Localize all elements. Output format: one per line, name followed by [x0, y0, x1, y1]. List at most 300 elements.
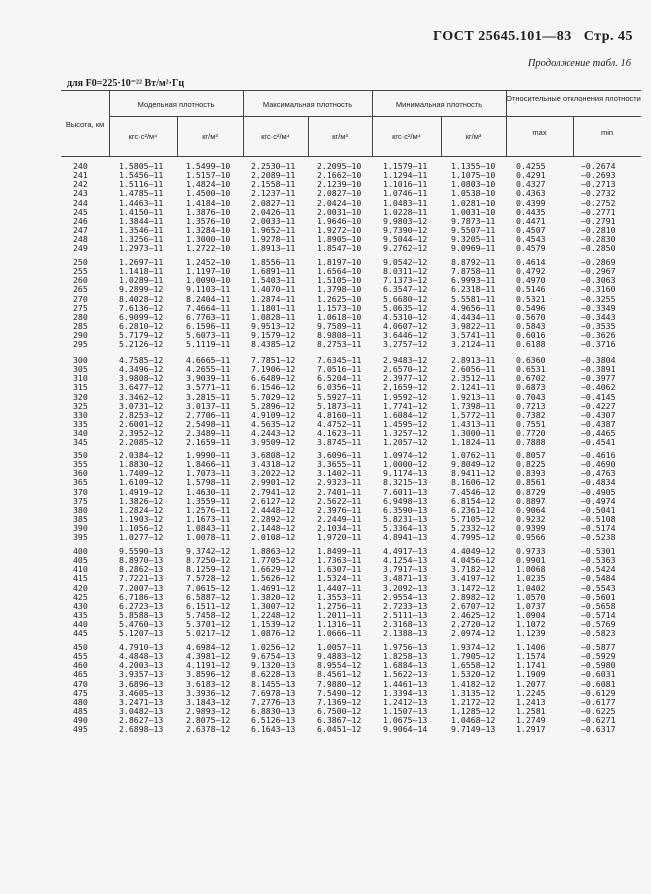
value-cell: 0.5670: [516, 311, 546, 322]
value-cell: 0.9232: [516, 513, 546, 524]
value-cell: 1.8905—10: [317, 234, 362, 245]
value-cell: 0.4363: [516, 188, 546, 199]
value-cell: 4.9109—12: [251, 409, 296, 420]
value-cell: 2.7941—12: [251, 486, 296, 497]
value-cell: 5.0635—12: [383, 302, 428, 313]
value-cell: 1.7409—12: [119, 468, 164, 479]
value-cell: 1.0538—10: [451, 188, 496, 199]
value-cell: 9.5590—13: [119, 546, 164, 556]
value-cell: 1.0666—11: [317, 628, 362, 639]
value-cell: 3.6808—12: [251, 450, 296, 460]
value-cell: —0.5238: [581, 532, 616, 543]
value-cell: 0.8057: [516, 450, 546, 460]
altitude-cell: 241: [73, 170, 88, 181]
value-cell: 1.3000—11: [451, 428, 496, 439]
value-cell: 8.7250—12: [186, 555, 231, 566]
altitude-cell: 405: [73, 555, 88, 566]
value-cell: —0.5424: [581, 564, 616, 575]
value-cell: 9.1320—13: [251, 660, 296, 671]
altitude-cell: 370: [73, 486, 88, 497]
value-cell: 2.9901—12: [251, 477, 296, 488]
value-cell: 8.4561—12: [317, 669, 362, 680]
value-cell: —0.3535: [581, 320, 616, 331]
value-cell: 5.2126—12: [119, 339, 164, 350]
value-cell: 4.9656—11: [451, 302, 496, 313]
value-cell: 3.4318—12: [251, 459, 296, 470]
value-cell: 2.8075—12: [186, 715, 231, 726]
value-cell: 0.8729: [516, 486, 546, 497]
value-cell: —0.3160: [581, 284, 616, 295]
value-cell: 1.4595—12: [383, 418, 428, 429]
value-cell: 8.6228—13: [251, 669, 296, 680]
value-cell: 9.9803—12: [383, 215, 428, 226]
value-cell: 3.2815—11: [186, 391, 231, 402]
value-cell: 0.9901: [516, 555, 546, 566]
table-condition: для F0=225·10⁻²² Вт/м²·Гц: [67, 78, 185, 89]
value-cell: 1.8556—11: [251, 257, 296, 267]
table-row: [61, 244, 641, 253]
value-cell: 1.0746—11: [383, 188, 428, 199]
value-cell: 2.8253—12: [119, 409, 164, 420]
value-cell: 9.0969—11: [451, 243, 496, 254]
value-cell: 5.6073—11: [186, 330, 231, 341]
value-cell: —0.2791: [581, 215, 616, 226]
value-cell: 2.1659—11: [186, 437, 231, 448]
value-cell: 4.2443—12: [251, 428, 296, 439]
value-cell: 5.2896—12: [251, 400, 296, 411]
value-cell: 2.0031—10: [317, 206, 362, 217]
value-cell: 2.2449—11: [317, 513, 362, 524]
value-cell: 7.6978—13: [251, 687, 296, 698]
page-number: Стр. 45: [583, 29, 633, 44]
value-cell: 9.5044—12: [383, 234, 428, 245]
value-cell: 1.6891—11: [251, 266, 296, 277]
altitude-cell: 490: [73, 715, 88, 726]
value-cell: 2.0033—11: [251, 215, 296, 226]
value-cell: 1.5157—10: [186, 170, 231, 181]
altitude-cell: 305: [73, 364, 88, 375]
value-cell: 6.2723—13: [119, 600, 164, 611]
value-cell: 9.2899—12: [119, 284, 164, 295]
value-cell: 1.4919—12: [119, 486, 164, 497]
altitude-cell: 495: [73, 724, 88, 735]
value-cell: 5.5581—11: [451, 293, 496, 304]
value-cell: —0.5980: [581, 660, 616, 671]
value-cell: 1.8258—13: [383, 651, 428, 662]
value-cell: 2.0424—10: [317, 197, 362, 208]
value-cell: 3.4871—13: [383, 573, 428, 584]
value-cell: 0.5496: [516, 302, 546, 313]
value-cell: 2.6056—11: [451, 364, 496, 375]
value-cell: 1.1418—11: [119, 266, 164, 277]
value-cell: 1.1075—10: [451, 170, 496, 181]
value-cell: —0.6317: [581, 724, 616, 735]
value-cell: 1.1016—11: [383, 179, 428, 190]
value-cell: 0.4579: [516, 243, 546, 254]
value-cell: 3.9822—11: [451, 320, 496, 331]
value-cell: —0.4834: [581, 477, 616, 488]
value-cell: 5.6680—12: [383, 293, 428, 304]
value-cell: 2.6001—12: [119, 418, 164, 429]
altitude-cell: 340: [73, 428, 88, 439]
value-cell: 1.1406: [516, 642, 546, 652]
value-cell: 1.0057—11: [317, 642, 362, 652]
value-cell: 3.4605—13: [119, 687, 164, 698]
value-cell: 1.2874—11: [251, 293, 296, 304]
value-cell: 1.7398—11: [451, 400, 496, 411]
altitude-cell: 450: [73, 642, 88, 652]
value-cell: —0.2850: [581, 243, 616, 254]
value-cell: —0.5601: [581, 591, 616, 602]
altitude-cell: 445: [73, 628, 88, 639]
value-cell: —0.6129: [581, 687, 616, 698]
altitude-cell: 390: [73, 523, 88, 534]
altitude-cell: 245: [73, 206, 88, 217]
value-cell: 1.9720—11: [317, 532, 362, 543]
row-group: [61, 162, 641, 253]
value-cell: —0.3255: [581, 293, 616, 304]
value-cell: 2.3977—12: [383, 373, 428, 384]
altitude-cell: 249: [73, 243, 88, 254]
value-cell: 1.2011—11: [317, 609, 362, 620]
value-cell: 1.2917: [516, 724, 546, 735]
altitude-cell: 275: [73, 302, 88, 313]
altitude-cell: 385: [73, 513, 88, 524]
value-cell: —0.5174: [581, 523, 616, 534]
value-cell: 1.7741—12: [383, 400, 428, 411]
value-cell: 1.4184—10: [186, 197, 231, 208]
value-cell: 1.3135—12: [451, 687, 496, 698]
value-cell: 6.1511—12: [186, 600, 231, 611]
unit-kg-model: кг/м³: [202, 132, 218, 141]
table-header: [61, 90, 641, 157]
value-cell: 3.7917—13: [383, 564, 428, 575]
relative-deviation-header: Относительные отклонения плотности: [506, 94, 641, 103]
value-cell: 1.3394—13: [383, 687, 428, 698]
value-cell: 0.4399: [516, 197, 546, 208]
value-cell: 4.8941—13: [383, 532, 428, 543]
value-cell: 1.1539—12: [251, 619, 296, 630]
value-cell: 1.5324—11: [317, 573, 362, 584]
value-cell: 9.7149—13: [451, 724, 496, 735]
value-cell: 0.8561: [516, 477, 546, 488]
value-cell: 8.8970—13: [119, 555, 164, 566]
value-cell: 0.4507: [516, 224, 546, 235]
value-cell: 1.0974—12: [383, 450, 428, 460]
value-cell: 2.4625—12: [451, 609, 496, 620]
value-cell: 1.2248—12: [251, 609, 296, 620]
value-cell: 0.6188: [516, 339, 546, 350]
altitude-cell: 330: [73, 409, 88, 420]
altitude-cell: 320: [73, 391, 88, 402]
value-cell: 3.9509—12: [251, 437, 296, 448]
value-cell: 3.0482—13: [119, 705, 164, 716]
value-cell: 0.8225: [516, 459, 546, 470]
value-cell: —0.4307: [581, 409, 616, 420]
value-cell: 7.7221—13: [119, 573, 164, 584]
value-cell: —0.6031: [581, 669, 616, 680]
value-cell: 9.2762—12: [383, 243, 428, 254]
altitude-cell: 265: [73, 284, 88, 295]
value-cell: 6.5204—11: [317, 373, 362, 384]
altitude-cell: 255: [73, 266, 88, 277]
value-cell: 0.4291: [516, 170, 546, 181]
value-cell: 0.4255: [516, 161, 546, 171]
min-density-header: Минимальная плотность: [395, 100, 483, 109]
value-cell: 2.3168—13: [383, 619, 428, 630]
altitude-cell: 425: [73, 591, 88, 602]
value-cell: 1.4070—11: [251, 284, 296, 295]
value-cell: 1.0762—11: [451, 450, 496, 460]
value-cell: 7.5728—12: [186, 573, 231, 584]
altitude-cell: 250: [73, 257, 88, 267]
value-cell: 3.3936—12: [186, 687, 231, 698]
value-cell: 9.4883—12: [317, 651, 362, 662]
value-cell: 2.9893—12: [186, 705, 231, 716]
value-cell: 3.3655—11: [317, 459, 362, 470]
value-cell: —0.3443: [581, 311, 616, 322]
value-cell: 1.9756—13: [383, 642, 428, 652]
value-cell: 1.2245: [516, 687, 546, 698]
value-cell: 1.3876—10: [186, 206, 231, 217]
value-cell: 1.1573—10: [317, 302, 362, 313]
value-cell: 2.9323—11: [317, 477, 362, 488]
altitude-cell: 375: [73, 495, 88, 506]
value-cell: 1.0090—10: [186, 275, 231, 286]
value-cell: 1.1355—10: [451, 161, 496, 171]
value-cell: 1.5105—10: [317, 275, 362, 286]
value-cell: 2.0384—12: [119, 450, 164, 460]
altitude-cell: 355: [73, 459, 88, 470]
value-cell: 2.1558—11: [251, 179, 296, 190]
value-cell: 1.1056—12: [119, 523, 164, 534]
value-cell: 8.2404—11: [186, 293, 231, 304]
value-cell: 6.7763—11: [186, 311, 231, 322]
value-cell: 1.7363—11: [317, 555, 362, 566]
value-cell: 1.9278—11: [251, 234, 296, 245]
value-cell: 7.6011—13: [383, 486, 428, 497]
value-cell: —0.4690: [581, 459, 616, 470]
value-cell: 1.1673—11: [186, 513, 231, 524]
value-cell: 1.9272—10: [317, 224, 362, 235]
value-cell: 3.5741—11: [451, 330, 496, 341]
value-cell: 9.9064—14: [383, 724, 428, 735]
value-cell: 1.4785—11: [119, 188, 164, 199]
value-cell: 2.1239—10: [317, 179, 362, 190]
altitude-cell: 248: [73, 234, 88, 245]
value-cell: 2.9483—12: [383, 355, 428, 365]
unit-kgs-max: кгс·с²/м⁴: [261, 132, 290, 141]
value-cell: —0.2752: [581, 197, 616, 208]
altitude-cell: 325: [73, 400, 88, 411]
value-cell: 2.2089—11: [251, 170, 296, 181]
value-cell: 1.1239: [516, 628, 546, 639]
value-cell: 6.1596—11: [186, 320, 231, 331]
value-cell: 1.5626—12: [251, 573, 296, 584]
value-cell: 3.2124—11: [451, 339, 496, 350]
value-cell: 1.0828—11: [251, 311, 296, 322]
altitude-cell: 410: [73, 564, 88, 575]
value-cell: 1.2581: [516, 705, 546, 716]
value-cell: 1.3256—11: [119, 234, 164, 245]
value-cell: 1.0876—12: [251, 628, 296, 639]
table-row: [61, 725, 641, 734]
value-cell: —0.6271: [581, 715, 616, 726]
value-cell: 2.1662—10: [317, 170, 362, 181]
value-cell: 0.4435: [516, 206, 546, 217]
row-group: [61, 356, 641, 447]
value-cell: 3.6183—12: [186, 678, 231, 689]
value-cell: 3.9808—12: [119, 373, 164, 384]
value-cell: 4.4917—13: [383, 546, 428, 556]
value-cell: 2.3512—11: [451, 373, 496, 384]
value-cell: —0.2810: [581, 224, 616, 235]
value-cell: 2.5622—11: [317, 495, 362, 506]
value-cell: 2.0827—11: [251, 197, 296, 208]
value-cell: 1.4313—11: [451, 418, 496, 429]
value-cell: 0.9566: [516, 532, 546, 543]
value-cell: 1.6307—11: [317, 564, 362, 575]
value-cell: 8.4028—12: [119, 293, 164, 304]
value-cell: 4.1254—13: [383, 555, 428, 566]
value-cell: 6.0356—11: [317, 382, 362, 393]
value-cell: 9.1103—11: [186, 284, 231, 295]
value-cell: 3.2471—13: [119, 696, 164, 707]
value-cell: 0.4614: [516, 257, 546, 267]
value-cell: 4.7910—13: [119, 642, 164, 652]
value-cell: 0.8393: [516, 468, 546, 479]
value-cell: 0.7043: [516, 391, 546, 402]
value-cell: 3.7182—12: [451, 564, 496, 575]
value-cell: 1.1824—11: [451, 437, 496, 448]
value-cell: 7.2007—13: [119, 582, 164, 593]
value-cell: 1.3546—11: [119, 224, 164, 235]
value-cell: 4.0456—12: [451, 555, 496, 566]
value-cell: —0.3977: [581, 373, 616, 384]
value-cell: 3.2757—12: [383, 339, 428, 350]
altitude-cell: 260: [73, 275, 88, 286]
value-cell: —0.5823: [581, 628, 616, 639]
value-cell: 2.6127—12: [251, 495, 296, 506]
value-cell: 7.7851—12: [251, 355, 296, 365]
altitude-cell: 485: [73, 705, 88, 716]
value-cell: 7.9880—12: [317, 678, 362, 689]
value-cell: —0.4974: [581, 495, 616, 506]
value-cell: 8.1606—12: [451, 477, 496, 488]
value-cell: 1.5320—12: [451, 669, 496, 680]
value-cell: 7.5490—12: [317, 687, 362, 698]
value-cell: 0.9399: [516, 523, 546, 534]
altitude-cell: 435: [73, 609, 88, 620]
value-cell: 3.3462—12: [119, 391, 164, 402]
value-cell: 0.5321: [516, 293, 546, 304]
value-cell: —0.3063: [581, 275, 616, 286]
value-cell: 1.8830—12: [119, 459, 164, 470]
value-cell: 2.7401—11: [317, 486, 362, 497]
value-cell: 7.4546—12: [451, 486, 496, 497]
value-cell: 2.1241—11: [451, 382, 496, 393]
value-cell: 6.0451—12: [317, 724, 362, 735]
value-cell: 0.6702: [516, 373, 546, 384]
value-cell: 5.5927—11: [317, 391, 362, 402]
row-group: [61, 258, 641, 349]
value-cell: —0.4145: [581, 391, 616, 402]
value-cell: 8.3215—13: [383, 477, 428, 488]
value-cell: 1.1903—12: [119, 513, 164, 524]
value-cell: 1.2625—10: [317, 293, 362, 304]
value-cell: 0.4970: [516, 275, 546, 286]
value-cell: 3.1472—12: [451, 582, 496, 593]
value-cell: 4.2003—13: [119, 660, 164, 671]
value-cell: 8.1259—12: [186, 564, 231, 575]
altitude-cell: 246: [73, 215, 88, 226]
value-cell: 3.0137—11: [186, 400, 231, 411]
value-cell: 1.1507—13: [383, 705, 428, 716]
value-cell: 7.1906—12: [251, 364, 296, 375]
value-cell: 1.4463—11: [119, 197, 164, 208]
value-cell: 4.1191—12: [186, 660, 231, 671]
value-cell: —0.3891: [581, 364, 616, 375]
value-cell: 7.6345—11: [317, 355, 362, 365]
value-cell: 8.9808—11: [317, 330, 362, 341]
gost-number: ГОСТ 25645.101—83: [433, 29, 572, 44]
value-cell: 1.2412—13: [383, 696, 428, 707]
value-cell: 3.1843—12: [186, 696, 231, 707]
value-cell: 1.5499—10: [186, 161, 231, 171]
value-cell: 2.0974—12: [451, 628, 496, 639]
value-cell: 4.4848—13: [119, 651, 164, 662]
value-cell: 1.0078—11: [186, 532, 231, 543]
value-cell: 7.4664—11: [186, 302, 231, 313]
value-cell: 6.5126—13: [251, 715, 296, 726]
value-cell: 4.4752—11: [317, 418, 362, 429]
value-cell: —0.4062: [581, 382, 616, 393]
value-cell: 4.1623—11: [317, 428, 362, 439]
value-cell: 2.1659—12: [383, 382, 428, 393]
value-cell: 1.0843—11: [186, 523, 231, 534]
value-cell: 8.0311—12: [383, 266, 428, 277]
value-cell: 6.1546—12: [251, 382, 296, 393]
value-cell: 1.3007—12: [251, 600, 296, 611]
value-cell: 1.0281—10: [451, 197, 496, 208]
value-cell: 1.0737: [516, 600, 546, 611]
value-cell: 0.6531: [516, 364, 546, 375]
value-cell: 5.4760—13: [119, 619, 164, 630]
value-cell: 1.9374—12: [451, 642, 496, 652]
value-cell: 1.3284—10: [186, 224, 231, 235]
value-cell: —0.6177: [581, 696, 616, 707]
value-cell: 1.4182—12: [451, 678, 496, 689]
value-cell: 3.5771—11: [186, 382, 231, 393]
value-cell: 1.4407—11: [317, 582, 362, 593]
value-cell: 1.0468—12: [451, 715, 496, 726]
altitude-cell: 244: [73, 197, 88, 208]
value-cell: 6.8830—13: [251, 705, 296, 716]
value-cell: 1.2973—11: [119, 243, 164, 254]
value-cell: 5.7029—12: [251, 391, 296, 402]
value-cell: 1.1741: [516, 660, 546, 671]
value-cell: 3.6477—12: [119, 382, 164, 393]
altitude-cell: 360: [73, 468, 88, 479]
value-cell: 3.6096—11: [317, 450, 362, 460]
unit-kgs-min: кгс·с²/м⁴: [392, 132, 421, 141]
value-cell: 2.1448—12: [251, 523, 296, 534]
min-label: min: [600, 128, 614, 137]
value-cell: 1.2057—12: [383, 437, 428, 448]
value-cell: 1.1285—12: [451, 705, 496, 716]
value-cell: 1.3559—11: [186, 495, 231, 506]
value-cell: 2.8913—11: [451, 355, 496, 365]
